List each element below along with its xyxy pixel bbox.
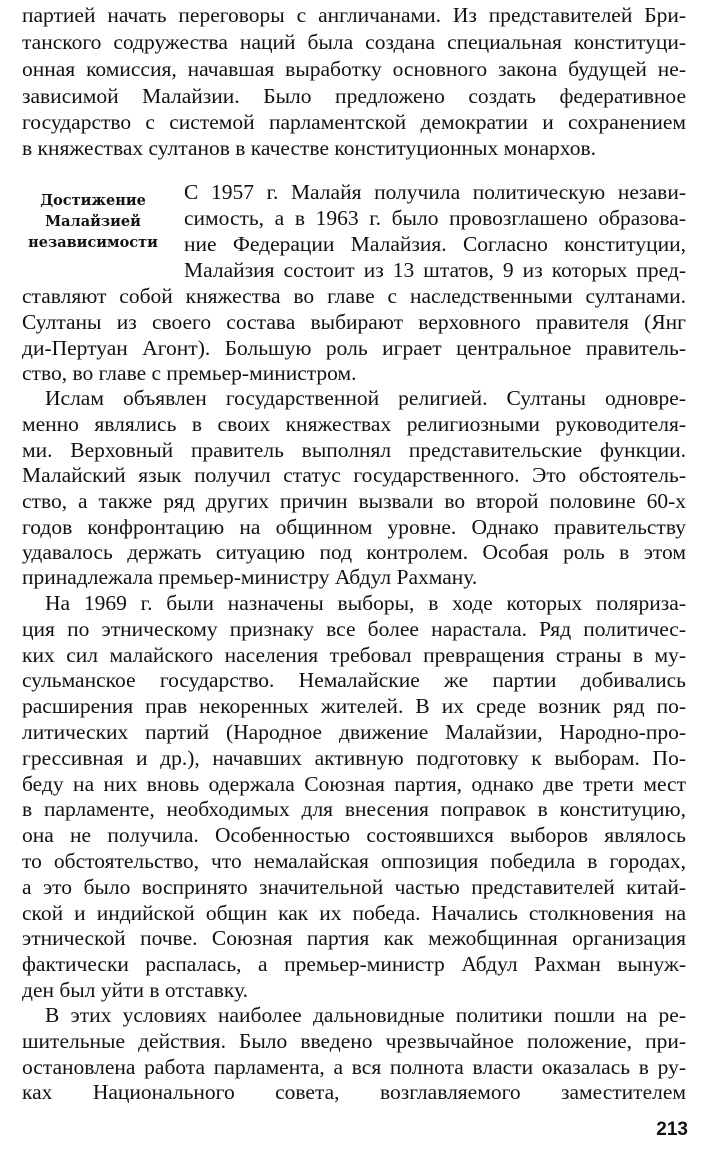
text-line: На 1969 г. были назначены выборы, в ходе которых поляриза-	[45, 591, 686, 615]
text-line: в парламенте, необходимых для внесения поправок в конституцию,	[22, 797, 686, 821]
text-line: литических партий (Народное движение Малайзии, Народно-про-	[22, 720, 686, 744]
text-line: симость, а в 1963 г. было провозглашено образова-	[184, 206, 686, 230]
page-number: 213	[656, 1119, 688, 1140]
text-line: расширения прав некоренных жителей. В их среде возник ряд по-	[22, 694, 686, 718]
text-line: фактически распалась, а премьер-министр Абдул Рахман вынуж-	[22, 952, 686, 976]
text-line: остановлена работа парламента, а вся полнота власти оказалась в ру-	[22, 1055, 686, 1079]
text-line: ких сил малайского населения требовал превращения страны в му-	[22, 643, 686, 667]
text-line: шительные действия. Было введено чрезвычайное положение, при-	[22, 1029, 686, 1053]
text-line: ция по этническому признаку все более нарастала. Ряд политичес-	[22, 617, 686, 641]
text-line: менно являлись в своих княжествах религиозными руководителя-	[22, 412, 686, 436]
text-line: зависимой Малайзии. Было предложено создать федеративное	[22, 84, 686, 108]
text-line: Малайзия состоит из 13 штатов, 9 из которых пред-	[184, 258, 686, 282]
text-line: грессивная и др.), начавших активную подготовку к выборам. По-	[22, 746, 686, 770]
text-line: танского содружества наций была создана специальная конституци-	[22, 30, 686, 54]
text-line: этнической почве. Союзная партия как межобщинная организация	[22, 926, 686, 950]
text-line: то обстоятельство, что немалайская оппозиция победила в городах,	[22, 849, 686, 873]
text-line: онная комиссия, начавшая выработку основного закона будущей не-	[22, 57, 686, 81]
text-line: ди-Пертуан Агонт). Большую роль играет центральное правитель-	[22, 336, 686, 360]
text-line: сульманское государство. Немалайские же партии добивались	[22, 668, 686, 692]
text-line: ской и индийской общин как их победа. Начались столкновения на	[22, 901, 686, 925]
text-line: принадлежала премьер-министру Абдул Рахману.	[22, 565, 478, 589]
text-line: ство, а также ряд других причин вызвали во второй половине 60-х	[22, 489, 686, 513]
margin-note-line: Достижение	[40, 192, 146, 209]
margin-note	[18, 190, 168, 253]
text-line: ми. Верховный правитель выполнял представительские функции.	[22, 438, 686, 462]
text-line: Ислам объявлен государственной религией. Султаны одновре-	[45, 386, 686, 410]
text-line: в княжествах султанов в качестве конституционных монархов.	[22, 136, 596, 160]
text-line: партией начать переговоры с англичанами. Из представителей Бри-	[22, 3, 686, 27]
text-line: а это было воспринято значительной частью представителей китай-	[22, 875, 686, 899]
text-line: она не получила. Особенностью состоявшихся выборов являлось	[22, 823, 686, 847]
text-line: годов конфронтацию на общинном уровне. Однако правительству	[22, 515, 686, 539]
text-line: ден был уйти в отставку.	[22, 978, 249, 1002]
text-line: государство с системой парламентской демократии и сохранением	[22, 110, 686, 134]
text-line: Малайский язык получил статус государственного. Это обстоятель-	[22, 463, 686, 487]
text-line: ние Федерации Малайзия. Согласно конституции,	[184, 232, 686, 256]
margin-note-line: независимости	[28, 234, 158, 251]
text-line: ство, во главе с премьер-министром.	[22, 361, 357, 385]
margin-note-line: Малайзией	[45, 213, 141, 230]
text-line: Султаны из своего состава выбирают верховного правителя (Янг	[22, 310, 686, 334]
text-line: беду на них вновь одержала Союзная партия, однако две трети мест	[22, 772, 686, 796]
text-line: ставляют собой княжества во главе с наследственными султанами.	[22, 284, 686, 308]
text-line: В этих условиях наиболее дальновидные политики пошли на ре-	[45, 1003, 686, 1027]
text-line: удавалось держать ситуацию под контролем. Особая роль в этом	[22, 540, 686, 564]
text-line: С 1957 г. Малайя получила политическую незави-	[184, 180, 686, 204]
text-line: ках Национального совета, возглавляемого заместителем	[22, 1080, 686, 1104]
